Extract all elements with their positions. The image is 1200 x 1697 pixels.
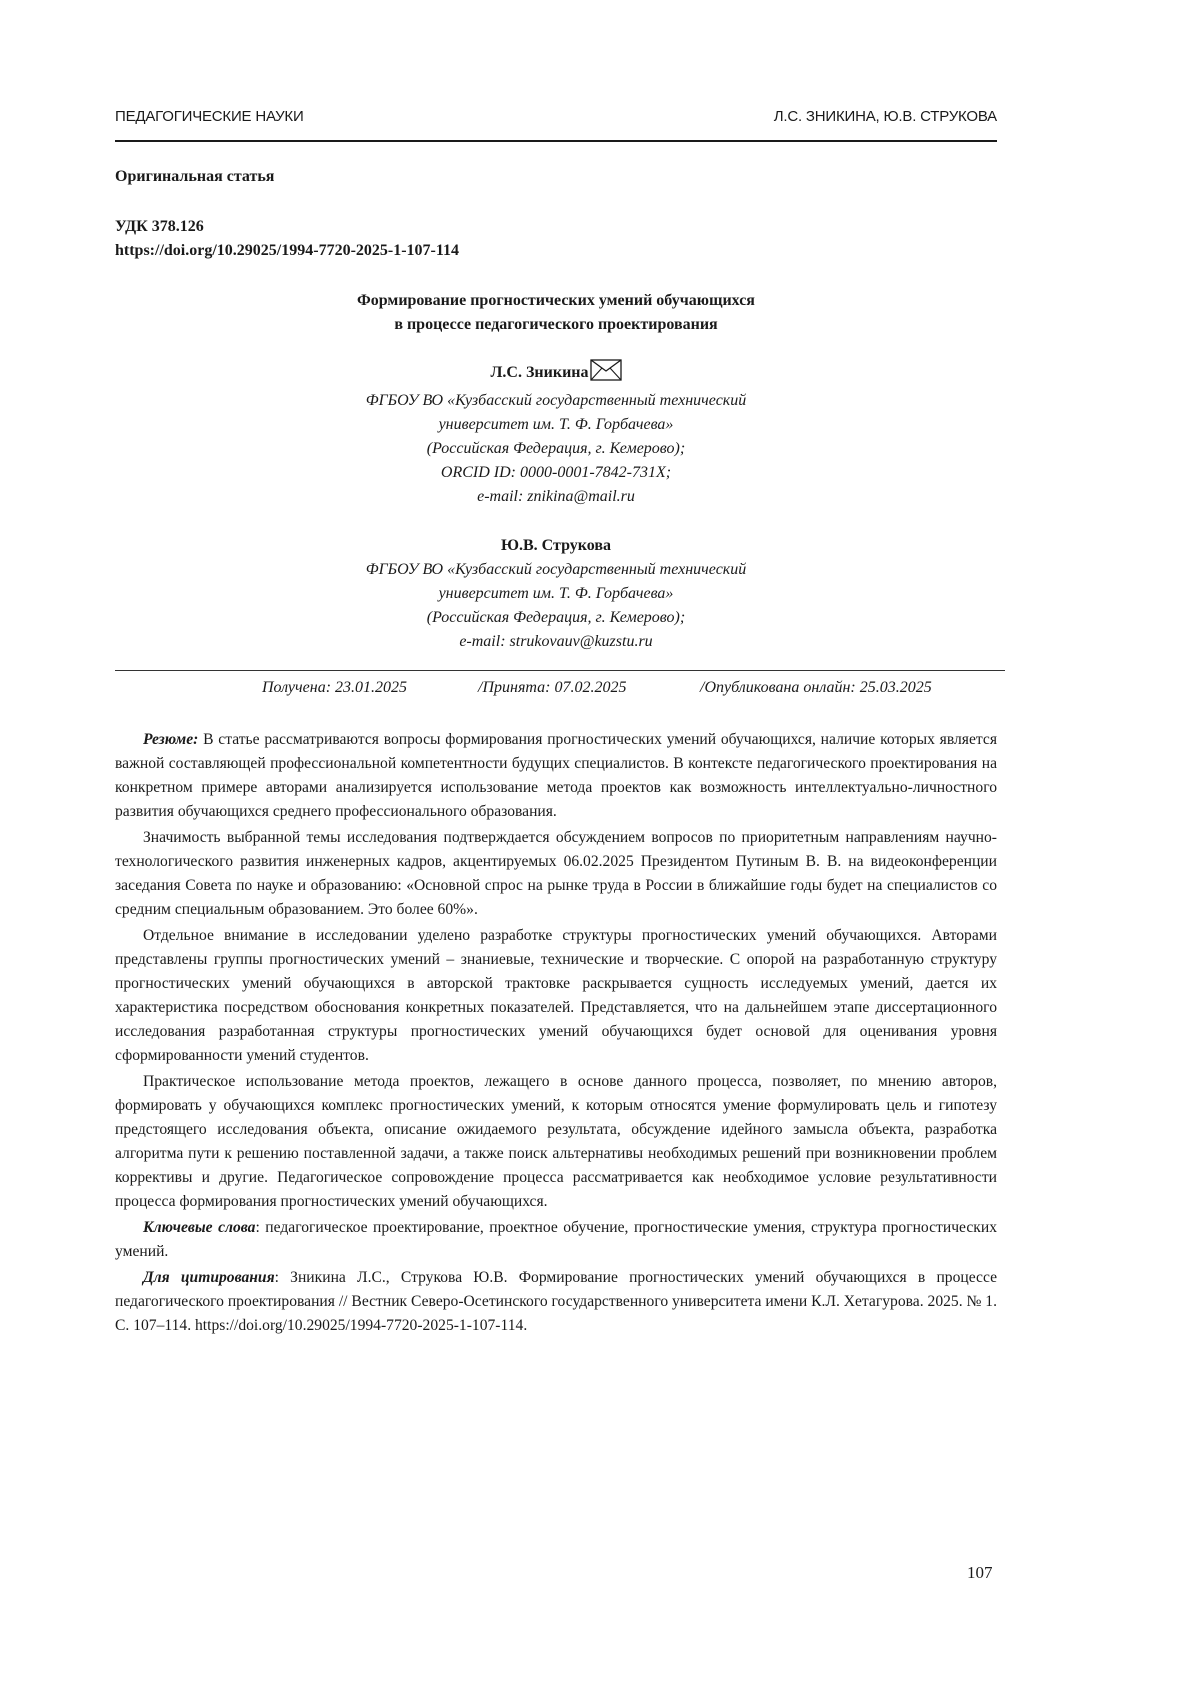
- abstract: [115, 728, 997, 1340]
- page-number: 107: [967, 1563, 993, 1582]
- abstract-paragraph: Практическое использование метода проектов, лежащего в основе данного процесса, позволяет, по мнению авторов, формировать у обучающихся комплекс прогностических умений, к которым относятся умение формулировать цель и гипотезу предстоящего исследования объекта, описание ожидаемого результата, обсуждение идейного замысла объекта, разработка алгоритма пути к решению поставленной задачи, а также поиск альтернативы необходимых решений при возникновении проблем коррективы и другие. Педагогическое сопровождение процесса рассматривается как необходимое условие результативности процесса формирования прогностических умений обучающихся.: [115, 1073, 997, 1210]
- envelope-icon[interactable]: [590, 359, 622, 389]
- affiliation-line: университет им. Т. Ф. Горбачева»: [438, 585, 674, 602]
- citation-label: Для цитирования: [143, 1269, 275, 1286]
- abstract-paragraph: Отдельное внимание в исследовании уделено разработке структуры прогностических умений обучающихся. Авторами представлены группы прогностических умений – знаниевые, технические и творческие. С опорой на разработанную структуру прогностических умений обучающихся в авторской трактовке раскрывается сущность исследуемых умений, дается их характеристика посредством обоснования конкретных показателей. Представляется, что на дальнейшем этапе диссертационного исследования разработанная структуры прогностических умений обучающихся будет основой для оценивания уровня сформированности умений студентов.: [115, 927, 997, 1064]
- summary-paragraph: [115, 728, 997, 824]
- affiliation-line: (Российская Федерация, г. Кемерово);: [426, 440, 686, 457]
- email-link[interactable]: e-mail: znikina@mail.ru: [477, 488, 635, 505]
- keywords-text: : педагогическое проектирование, проектное обучение, прогностические умения, структура прогностических умений.: [115, 1219, 997, 1260]
- keywords-label: Ключевые слова: [143, 1219, 256, 1236]
- dates-rule: [115, 670, 1005, 671]
- email-link[interactable]: e-mail: strukovauv@kuzstu.ru: [459, 633, 653, 650]
- accepted-date: /Принята: 07.02.2025: [478, 679, 627, 696]
- keywords-paragraph: [115, 1216, 997, 1264]
- author-block-strukova: [115, 534, 997, 654]
- section-name: ПЕДАГОГИЧЕСКИЕ НАУКИ: [115, 108, 304, 125]
- running-head: [115, 108, 997, 125]
- published-date: /Опубликована онлайн: 25.03.2025: [700, 679, 932, 696]
- doi-link[interactable]: https://doi.org/10.29025/1994-7720-2025-1-107-114: [115, 242, 459, 259]
- udk-code: УДК 378.126: [115, 218, 204, 235]
- running-authors: Л.С. ЗНИКИНА, Ю.В. СТРУКОВА: [773, 108, 997, 125]
- received-date: Получена: 23.01.2025: [262, 679, 408, 696]
- author-name: Ю.В. Струкова: [500, 537, 612, 554]
- author-name: Л.С. Зникина: [490, 364, 589, 381]
- affiliation-line: ФГБОУ ВО «Кузбасский государственный технический: [365, 561, 747, 578]
- author-block-znikina: [115, 359, 997, 509]
- citation-paragraph: [115, 1266, 997, 1338]
- title-line: Формирование прогностических умений обучающихся: [357, 292, 755, 309]
- title-line: в процессе педагогического проектирования: [394, 316, 718, 333]
- header-rule: [115, 140, 997, 142]
- affiliation-line: университет им. Т. Ф. Горбачева»: [438, 416, 674, 433]
- affiliation-line: (Российская Федерация, г. Кемерово);: [426, 609, 686, 626]
- abstract-paragraph: Значимость выбранной темы исследования подтверждается обсуждением вопросов по приоритетным направлениям научно-технологического развития инженерных кадров, акцентируемых 06.02.2025 Президентом Путиным В. В. на видеоконференции заседания Совета по науке и образованию: «Основной спрос на рынке труда в России в ближайшие годы будет на специалистов со средним специальным образованием. Это более 60%».: [115, 829, 997, 918]
- article-type: Оригинальная статья: [115, 168, 275, 185]
- affiliation-line: ФГБОУ ВО «Кузбасский государственный технический: [365, 392, 747, 409]
- summary-text: В статье рассматриваются вопросы формирования прогностических умений обучающихся, наличие которых является важной составляющей профессиональной компетентности будущих специалистов. В контексте педагогического проектирования на конкретном примере авторами анализируется использование метода проектов как возможность интеллектуально-личностного развития обучающихся среднего профессионального образования.: [115, 731, 997, 820]
- article-title: [115, 289, 997, 337]
- citation-text: : Зникина Л.С., Струкова Ю.В. Формирование прогностических умений обучающихся в процессе педагогического проектирования // Вестник Северо-Осетинского государственного университета имени К.Л. Хетагурова. 2025. № 1. С. 107–114. https://doi.org/10.29025/1994-7720-2025-1-107-114.: [115, 1269, 997, 1334]
- orcid-line: ORCID ID: 0000-0001-7842-731X;: [440, 464, 672, 481]
- summary-label: Резюме:: [143, 731, 199, 748]
